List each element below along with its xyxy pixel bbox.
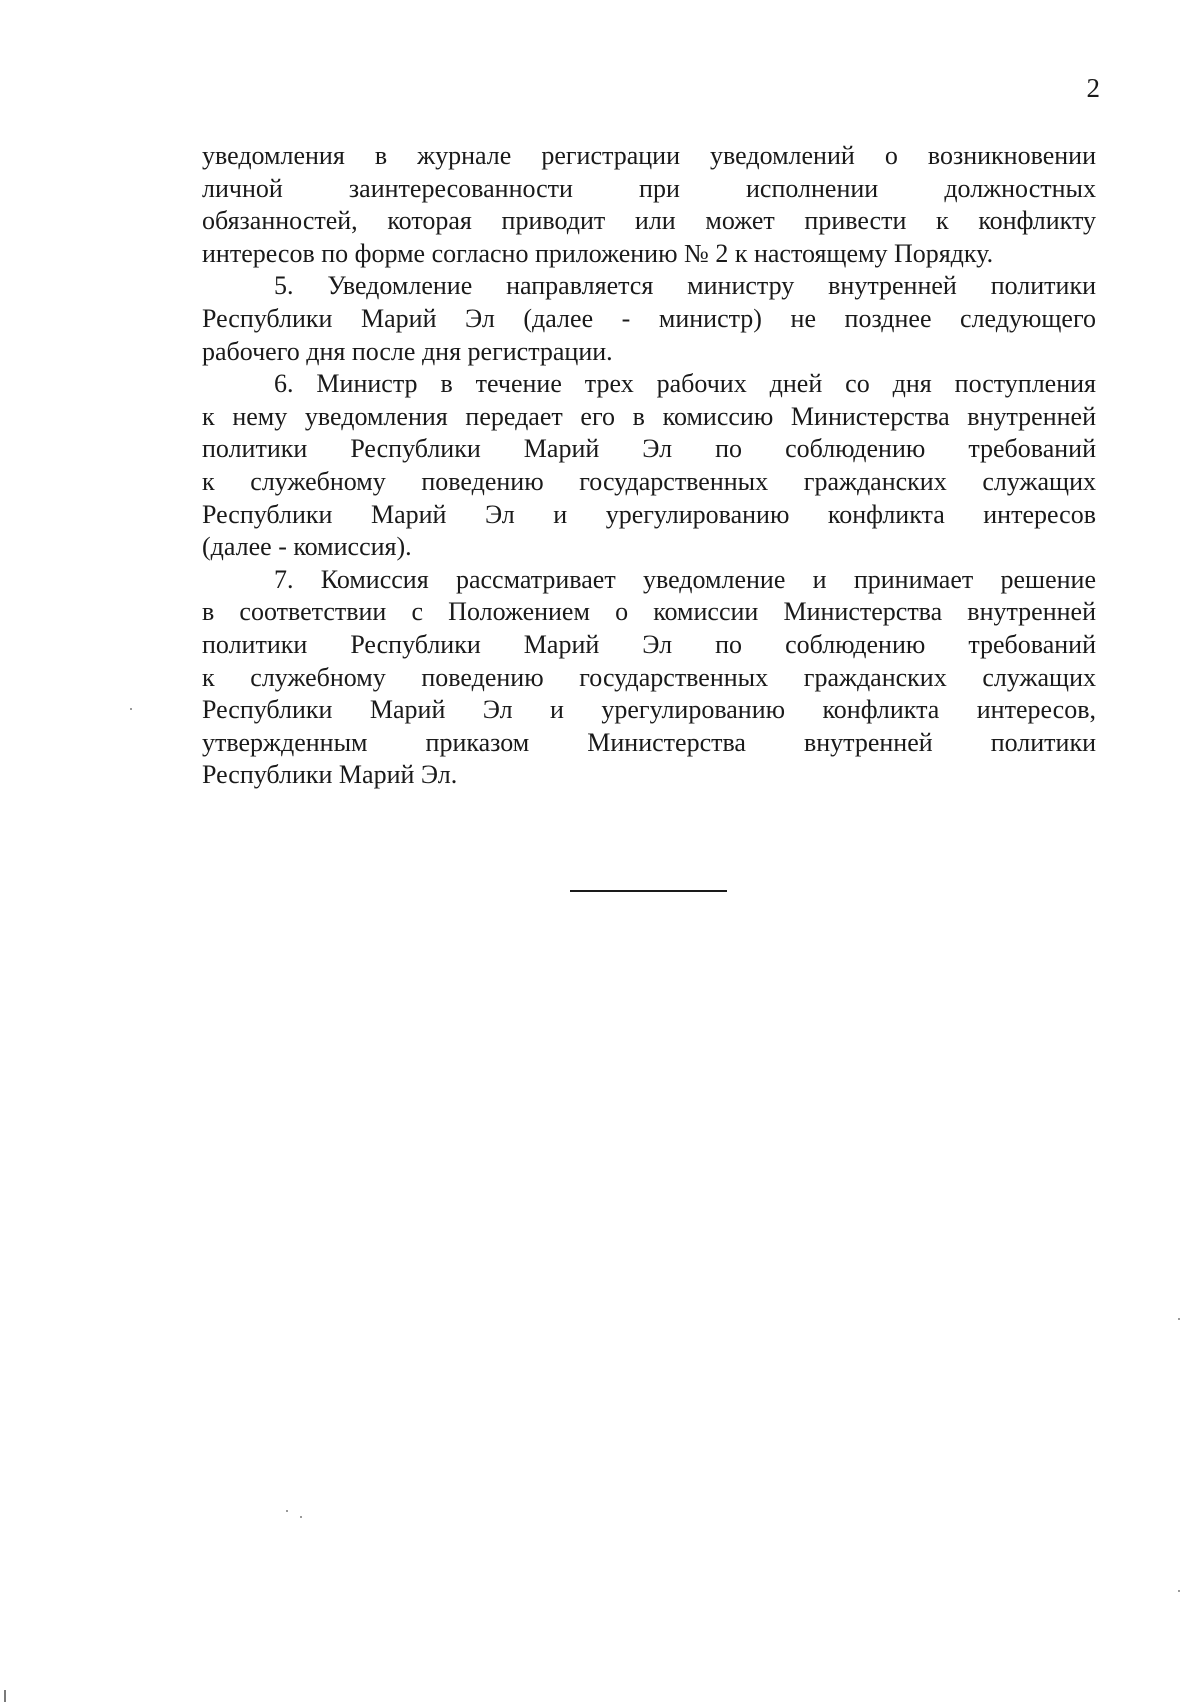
text-line: Республики Марий Эл и урегулированию конфликта интересов,: [202, 695, 1096, 725]
text-line: Республики Марий Эл (далее - министр) не позднее следующего: [202, 303, 1096, 333]
text-line: 6. Министр в течение трех рабочих дней со дня поступления: [274, 369, 1096, 399]
text-line: политики Республики Марий Эл по соблюдению требований: [202, 434, 1096, 464]
text-line: к служебному поведению государственных гражданских служащих: [202, 466, 1096, 496]
text-line: к нему уведомления передает его в комиссию Министерства внутренней: [202, 401, 1096, 431]
text-line: 7. Комиссия рассматривает уведомление и принимает решение: [274, 564, 1096, 594]
text-line: к служебному поведению государственных гражданских служащих: [202, 662, 1096, 692]
text-line: рабочего дня после дня регистрации.: [202, 336, 613, 366]
text-line: в соответствии с Положением о комиссии Министерства внутренней: [202, 597, 1096, 627]
text-line: интересов по форме согласно приложению № 2 к настоящему Порядку.: [202, 238, 994, 268]
scan-speck: [1178, 1590, 1180, 1592]
document-body: [202, 140, 1096, 792]
text-line: политики Республики Марий Эл по соблюдению требований: [202, 629, 1096, 659]
scan-speck: [300, 1516, 302, 1518]
paragraph-item-7: [202, 564, 1096, 792]
text-line: Республики Марий Эл.: [202, 760, 458, 790]
paragraph-continuation: [202, 140, 1096, 270]
text-line: 5. Уведомление направляется министру внутренней политики: [274, 271, 1096, 301]
closing-divider: [570, 890, 727, 892]
scan-speck: [1178, 1318, 1180, 1320]
text-line: Республики Марий Эл и урегулированию конфликта интересов: [202, 499, 1096, 529]
paragraph-item-5: [202, 270, 1096, 368]
text-line: обязанностей, которая приводит или может привести к конфликту: [202, 206, 1096, 236]
text-line: личной заинтересованности при исполнении должностных: [202, 173, 1096, 203]
scan-speck: [130, 708, 132, 710]
paragraph-item-6: [202, 368, 1096, 564]
text-line: (далее - комиссия).: [202, 532, 412, 562]
page-number: 2: [1086, 73, 1100, 103]
text-line: уведомления в журнале регистрации уведомлений о возникновении: [202, 141, 1096, 170]
scan-speck: [286, 1510, 288, 1512]
scan-speck: [4, 1690, 6, 1702]
text-line: утвержденным приказом Министерства внутренней политики: [202, 727, 1096, 757]
